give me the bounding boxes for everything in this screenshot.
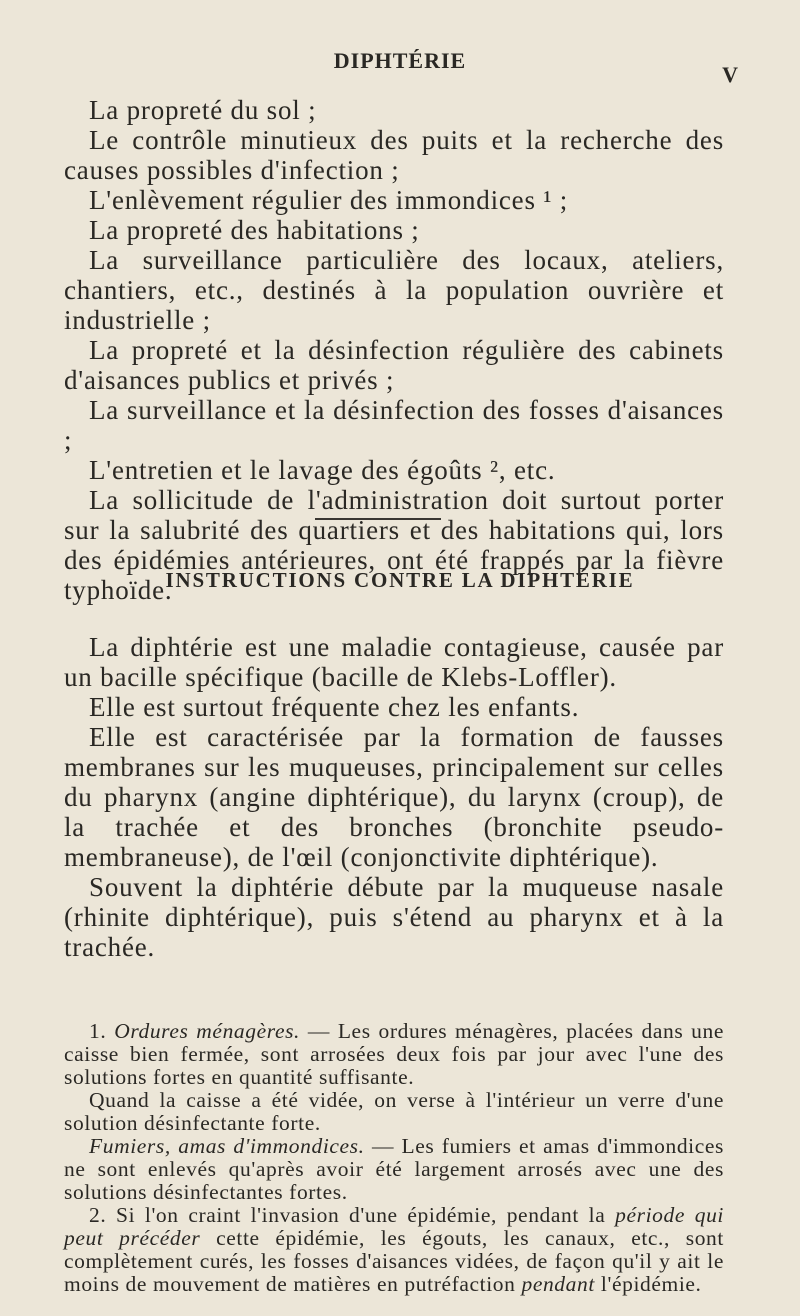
measure-item: La propreté du sol ; (89, 95, 317, 125)
measure-item: La propreté et la désinfection régulière des cabinets d'aisances publics et privés ; (64, 335, 724, 395)
footnote-text: — Les ordures ménagères, placées dans une caisse bien fermée, sont arrosées deux fois par jour avec l'une des solutions fortes en quantité suffisante. (64, 1019, 724, 1089)
footnote-emphasis: période qui peut précéder (64, 1203, 724, 1250)
footnote-emphasis: pendant (521, 1272, 595, 1296)
measure-item: La sollicitude de l'administration doit surtout porter sur la salubrité des quartiers et des habitations qui, lors des épidémies antérieures, ont été frappés par la fièvre typhoïde. (64, 485, 724, 605)
measures-list (64, 95, 724, 605)
footnote-1-fumiers (64, 1135, 724, 1204)
footnote-1-continued: Quand la caisse a été vidée, on verse à l'intérieur un verre d'une solution désinfectante forte. (64, 1088, 724, 1135)
section-divider (315, 518, 441, 520)
diphtheria-instructions (64, 632, 724, 962)
footnotes (64, 1020, 724, 1296)
measure-item: La surveillance particulière des locaux, ateliers, chantiers, etc., destinés à la population ouvrière et industrielle ; (64, 245, 724, 335)
footnote-marker: 1. (89, 1019, 107, 1043)
instruction-paragraph: Elle est caractérisée par la formation de fausses membranes sur les muqueuses, principalement sur celles du pharynx (angine diphtérique), du larynx (croup), de la trachée et des bronches (bronchite pseudo-membraneuse), de l'œil (conjonctivite diphtérique). (64, 722, 724, 872)
footnote-text: l'épidémie. (594, 1272, 702, 1296)
footnote-text: — Les fumiers et amas d'immondices ne sont enlevés qu'après avoir été largement arrosés avec une des solutions désinfectantes fortes. (64, 1134, 724, 1204)
measure-item: L'enlèvement régulier des immondices ¹ ; (89, 185, 569, 215)
footnote-text: 2. Si l'on craint l'invasion d'une épidémie, pendant la (89, 1203, 616, 1227)
running-title: DIPHTÉRIE (333, 48, 467, 73)
page-number: V (722, 62, 738, 87)
footnote-text: cette épidémie, les égouts, les canaux, etc., sont complètement curés, les fosses d'aisances vidées, de façon qu'il y ait le moins de mouvement de matières en putréfaction (64, 1226, 724, 1296)
measure-item: La propreté des habitations ; (89, 215, 420, 245)
footnote-2 (64, 1204, 724, 1296)
footnote-1 (64, 1020, 724, 1089)
measure-item: L'entretien et le lavage des égoûts ², etc. (89, 455, 556, 485)
footnote-title: Fumiers, amas d'immondices. (89, 1134, 365, 1158)
measure-item: Le contrôle minutieux des puits et la recherche des causes possibles d'infection ; (64, 125, 724, 185)
instruction-paragraph: La diphtérie est une maladie contagieuse, causée par un bacille spécifique (bacille de Klebs-Loffler). (64, 632, 724, 692)
footnote-title: Ordures ménagères. (114, 1019, 301, 1043)
measure-item: La surveillance et la désinfection des fosses d'aisances ; (64, 395, 724, 455)
instruction-paragraph: Elle est surtout fréquente chez les enfants. (89, 692, 580, 722)
instruction-paragraph: Souvent la diphtérie débute par la muqueuse nasale (rhinite diphtérique), puis s'étend au pharynx et à la trachée. (64, 872, 724, 962)
section-heading: INSTRUCTIONS CONTRE LA DIPHTÉRIE (165, 568, 635, 592)
